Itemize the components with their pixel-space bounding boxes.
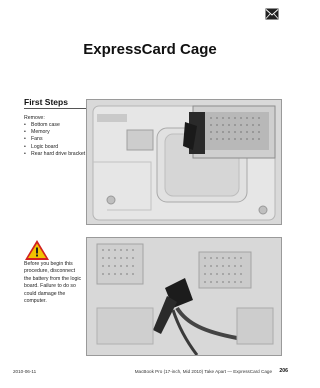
list-item: • Memory [24, 129, 85, 136]
warning-icon [24, 239, 50, 261]
remove-label: Remove: [24, 115, 45, 121]
page-number: 206 [279, 368, 288, 374]
list-item: • Fans [24, 136, 85, 143]
section-heading: First Steps [24, 97, 68, 107]
list-item: • Rear hard drive bracket [24, 151, 85, 158]
warning-text: Before you begin this procedure, disconnect the battery from the logic board. Failure to do so could damage the computer. [24, 261, 82, 305]
battery-connector-photo [86, 237, 282, 356]
expresscard-cage-photo [86, 99, 282, 225]
mail-icon[interactable] [265, 8, 279, 20]
footer-document-title: MacBook Pro (17-inch, Mid 2010) Take Apart — ExpressCard Cage [134, 369, 272, 374]
remove-list [24, 122, 85, 158]
list-item: • Logic board [24, 144, 85, 151]
list-item: • Bottom case [24, 122, 85, 129]
page-title: ExpressCard Cage [83, 41, 217, 58]
footer-date: 2010-06-11 [13, 369, 37, 374]
